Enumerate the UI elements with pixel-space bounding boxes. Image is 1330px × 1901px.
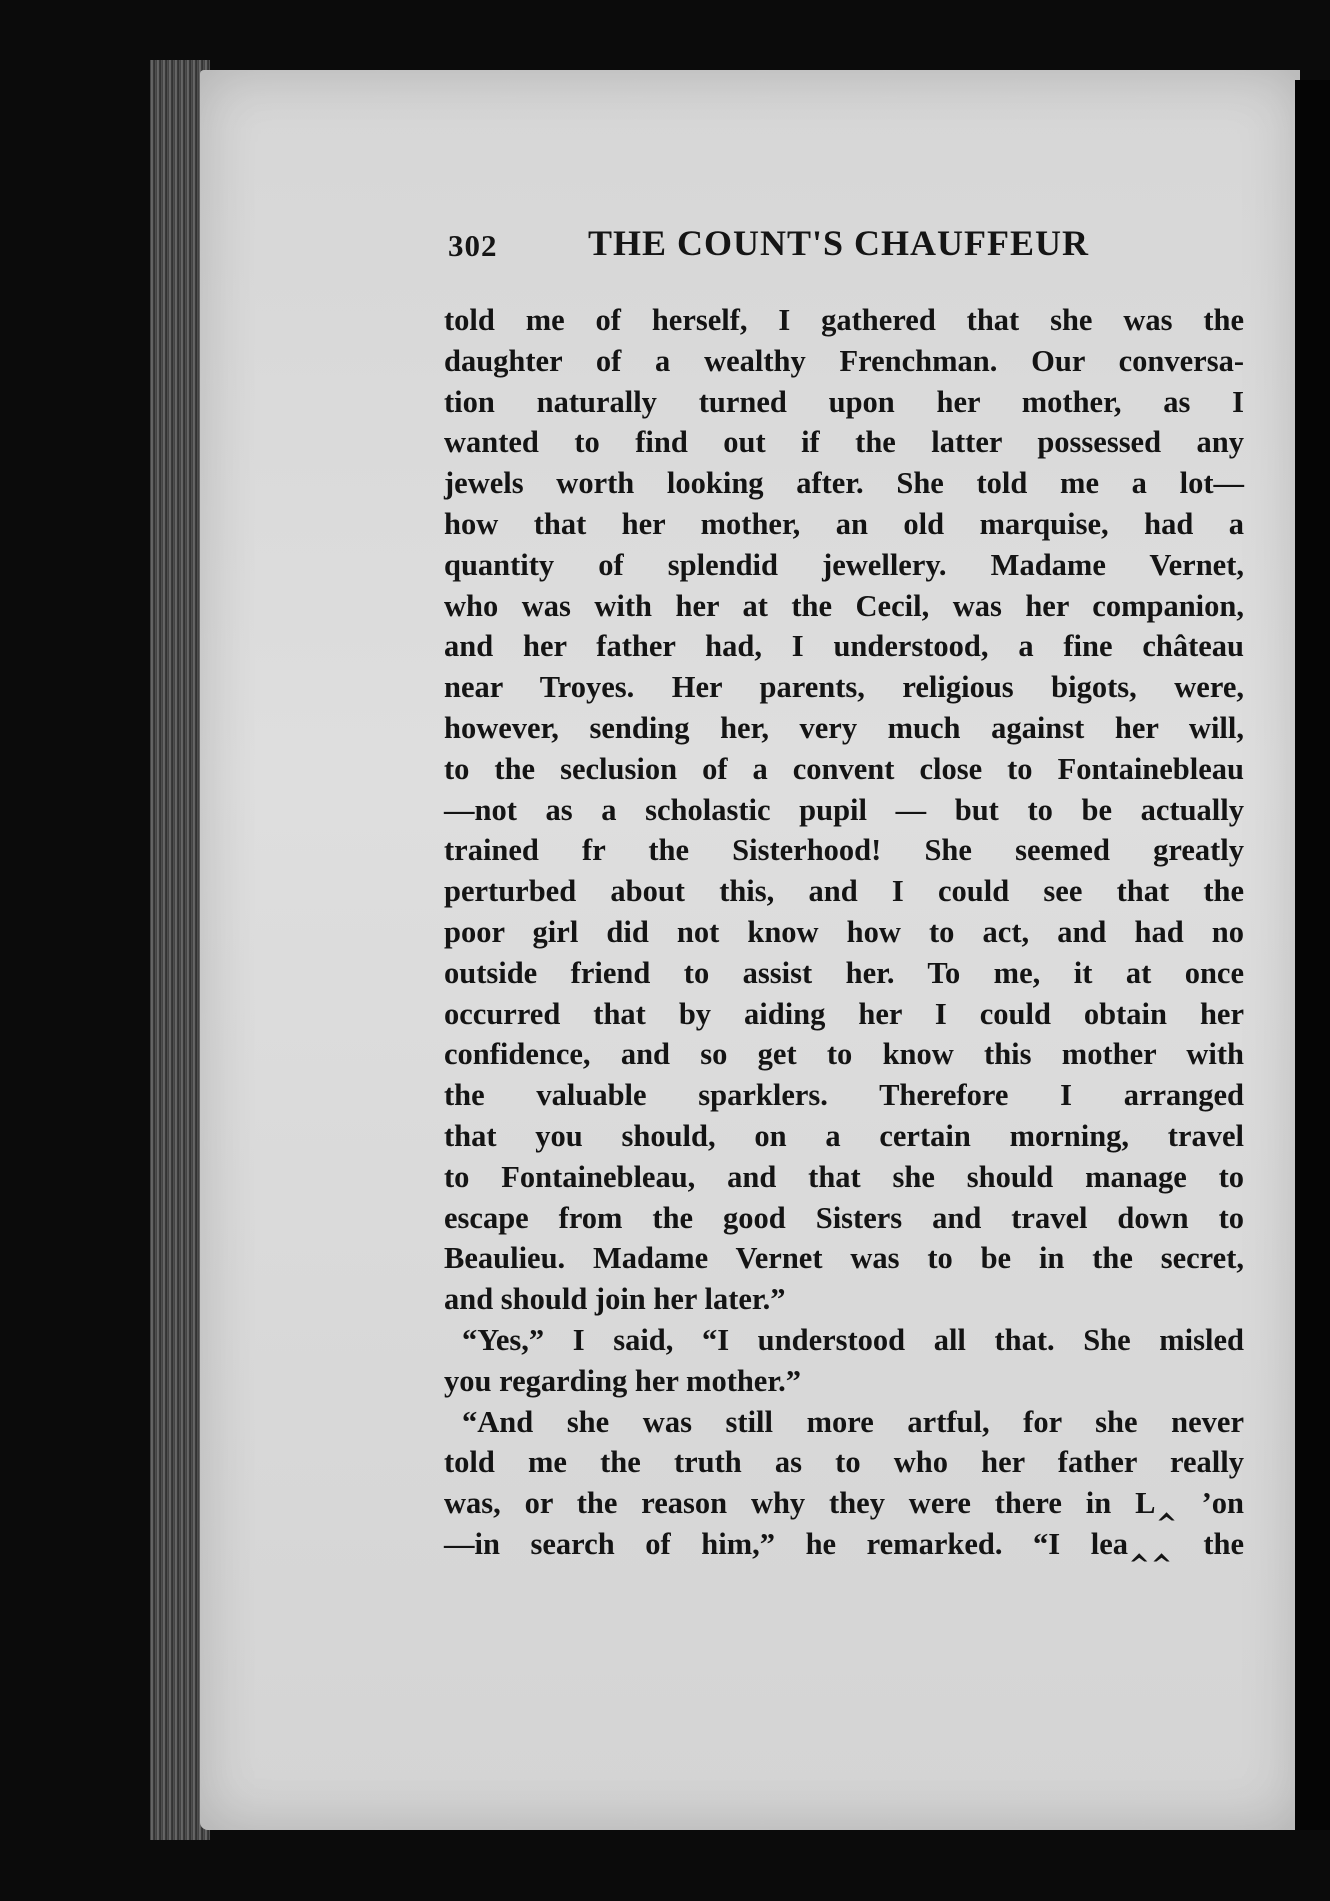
text-line: poor girl did not know how to act, and had no xyxy=(444,914,1244,949)
body-text xyxy=(444,300,1244,1565)
text-line: you regarding her mother.” xyxy=(444,1363,801,1398)
text-line: to the seclusion of a convent close to Fontainebleau xyxy=(444,751,1244,786)
text-line: told me of herself, I gathered that she was the xyxy=(444,303,1244,337)
text-line: jewels worth looking after. She told me a lot— xyxy=(444,466,1244,501)
text-line: was, or the reason why they were there in L‸ ’on xyxy=(444,1486,1244,1521)
text-line: “Yes,” I said, “I understood all that. She misled xyxy=(462,1322,1244,1357)
text-line: —in search of him,” he remarked. “I lea‸‸ the xyxy=(444,1526,1244,1561)
text-line: near Troyes. Her parents, religious bigots, were, xyxy=(444,670,1244,705)
book-right-edge xyxy=(1295,80,1330,1830)
text-line: how that her mother, an old marquise, had a xyxy=(444,506,1244,541)
text-line: to Fontainebleau, and that she should manage to xyxy=(444,1159,1244,1194)
text-line: outside friend to assist her. To me, it at once xyxy=(444,955,1244,990)
page-number: 302 xyxy=(448,228,498,263)
text-line: Beaulieu. Madame Vernet was to be in the secret, xyxy=(444,1241,1244,1276)
text-line: who was with her at the Cecil, was her companion, xyxy=(444,588,1244,623)
text-line: however, sending her, very much against her will, xyxy=(444,710,1244,745)
text-line: trained fr the Sisterhood! She seemed greatly xyxy=(444,833,1244,868)
running-title: THE COUNT'S CHAUFFEUR xyxy=(588,223,1090,263)
text-line: quantity of splendid jewellery. Madame Vernet, xyxy=(444,547,1244,582)
text-line: perturbed about this, and I could see that the xyxy=(444,874,1244,909)
text-line: “And she was still more artful, for she never xyxy=(462,1404,1244,1439)
text-line: the valuable sparklers. Therefore I arranged xyxy=(444,1078,1244,1113)
text-line: escape from the good Sisters and travel down to xyxy=(444,1200,1244,1235)
text-line: occurred that by aiding her I could obtain her xyxy=(444,996,1244,1031)
page-header xyxy=(448,222,1268,282)
text-line: daughter of a wealthy Frenchman. Our conversa- xyxy=(444,343,1244,378)
text-line: and should join her later.” xyxy=(444,1282,786,1317)
text-line: and her father had, I understood, a fine château xyxy=(444,629,1244,664)
text-line: tion naturally turned upon her mother, as I xyxy=(444,384,1244,419)
text-line: wanted to find out if the latter possessed any xyxy=(444,425,1244,460)
text-line: told me the truth as to who her father really xyxy=(444,1445,1244,1480)
text-line: confidence, and so get to know this mother with xyxy=(444,1037,1244,1072)
text-line: that you should, on a certain morning, travel xyxy=(444,1118,1244,1153)
text-line: —not as a scholastic pupil — but to be actually xyxy=(444,792,1244,827)
